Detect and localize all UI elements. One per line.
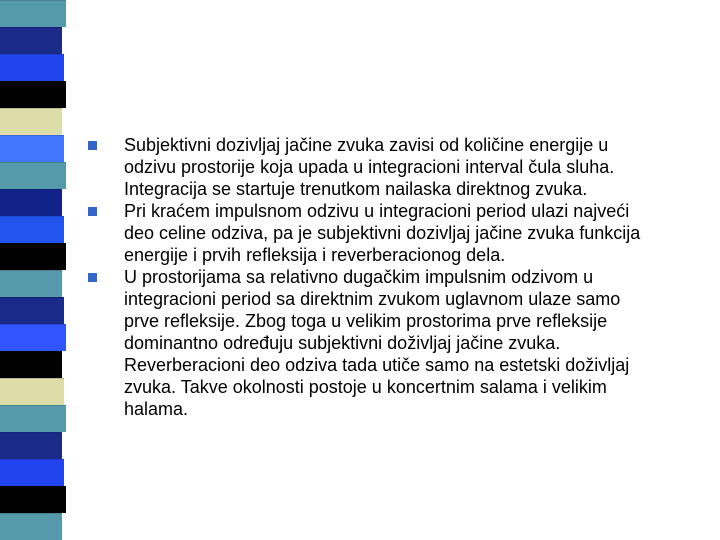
decorative-stripe — [0, 0, 66, 540]
stripe-block — [0, 27, 62, 54]
bullet-text: Pri kraćem impulsnom odzivu u integracioni period ulazi najveći deo celine odziva, pa je subjektivni dozivljaj jačine zvuka funkcija energije i prvih refleksija i reverberacionog dela. — [124, 201, 641, 265]
square-bullet-icon — [88, 273, 97, 282]
square-bullet-icon — [88, 141, 97, 150]
stripe-block — [0, 0, 66, 27]
stripe-block — [0, 297, 64, 324]
stripe-block — [0, 405, 66, 432]
stripe-block — [0, 513, 62, 540]
stripe-block — [0, 270, 62, 297]
bullet-text: Subjektivni dozivljaj jačine zvuka zavisi od količine energije u odzivu prostorije koja upada u integracioni interval čula sluha. Integracija se startuje trenutkom nailaska direktnog zvuka. — [124, 135, 615, 199]
stripe-block — [0, 243, 66, 270]
stripe-block — [0, 54, 64, 81]
stripe-block — [0, 324, 66, 351]
stripe-block — [0, 378, 64, 405]
bullet-item — [88, 134, 658, 200]
stripe-block — [0, 81, 66, 108]
stripe-block — [0, 189, 62, 216]
bullet-text: U prostorijama sa relativno dugačkim impulsnim odzivom u integracioni period sa direktnim zvukom uglavnom ulaze samo prve refleksije. Zbog toga u velikim prostorima prve refleksije dominantno određuju subjektivni doživljaj jačine zvuka. Reverberacioni deo odziva tada utiče samo na estetski doživljaj zvuka. Takve okolnosti postoje u koncertnim salama i velikim halama. — [124, 267, 630, 419]
stripe-block — [0, 351, 62, 378]
stripe-block — [0, 108, 62, 135]
slide-content — [88, 134, 658, 420]
stripe-block — [0, 486, 66, 513]
square-bullet-icon — [88, 207, 97, 216]
stripe-block — [0, 135, 64, 162]
stripe-block — [0, 459, 64, 486]
bullet-item — [88, 266, 658, 420]
stripe-block — [0, 432, 62, 459]
bullet-item — [88, 200, 658, 266]
stripe-block — [0, 216, 64, 243]
stripe-block — [0, 162, 66, 189]
